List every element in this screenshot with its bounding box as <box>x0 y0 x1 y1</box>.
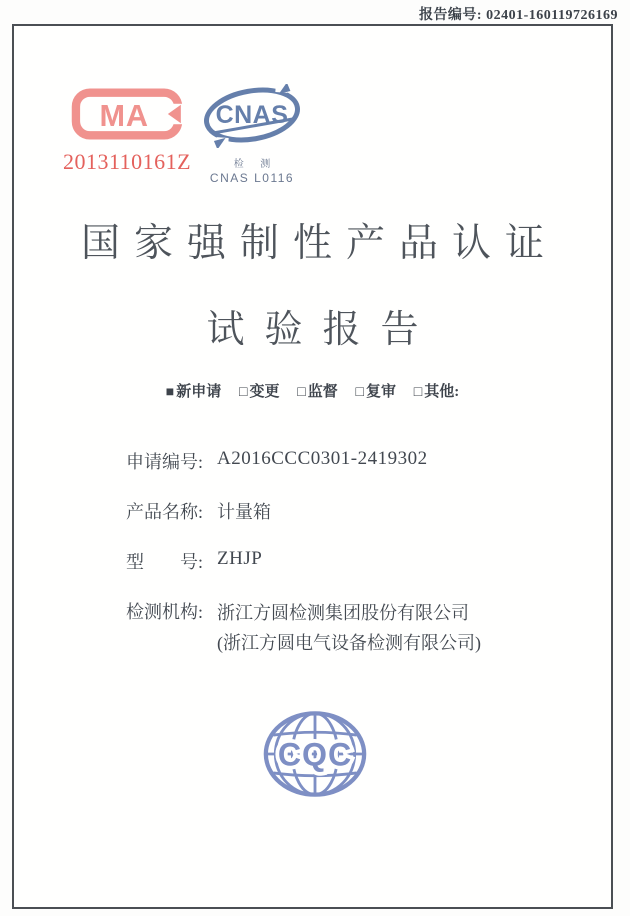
test-org-line1: 浙江方圆检测集团股份有限公司 <box>217 603 470 623</box>
report-fields <box>126 448 581 658</box>
option-label: 变更 <box>249 384 280 400</box>
field-application-number <box>126 448 581 498</box>
field-value <box>217 598 481 658</box>
cma-certificate-number: 2013110161Z <box>62 149 192 174</box>
cma-logo-text: MA <box>99 99 149 134</box>
field-test-organization <box>126 598 581 658</box>
field-model <box>126 548 581 598</box>
cma-mark <box>62 88 192 175</box>
field-label: 产品名称: <box>126 502 204 522</box>
application-type-options <box>14 380 611 401</box>
option-label: 新申请 <box>176 384 222 400</box>
option-change <box>239 384 279 400</box>
cnas-lab-code: CNAS L0116 <box>209 171 295 185</box>
checkbox-empty-icon: □ <box>239 385 248 400</box>
cnas-logo-text: CNAS <box>215 101 289 129</box>
option-supervision <box>297 384 337 400</box>
cqc-globe-icon <box>263 708 367 800</box>
field-product-name <box>126 498 581 548</box>
checkbox-empty-icon: □ <box>297 385 306 400</box>
page-border-frame <box>12 24 613 909</box>
checkbox-empty-icon: □ <box>413 385 423 400</box>
report-number-value: 02401-160119726169 <box>486 8 618 23</box>
option-label: 复审 <box>365 384 396 400</box>
field-value: 计量箱 <box>217 502 272 522</box>
option-new-application <box>166 384 221 400</box>
field-label: 申请编号: <box>126 452 204 472</box>
cnas-logo-icon <box>202 84 302 148</box>
test-org-line2: (浙江方圆电气设备检测有限公司) <box>217 633 482 653</box>
page-subtitle: 试验报告 <box>206 309 439 351</box>
field-value: ZHJP <box>217 548 263 569</box>
cma-logo-icon <box>71 88 183 140</box>
cnas-mark <box>200 84 304 185</box>
field-label: 型 号: <box>126 552 204 572</box>
report-number-label: 报告编号: <box>418 8 483 23</box>
page-title: 国家强制性产品认证 <box>80 222 558 265</box>
cnas-caption: 检 测 <box>233 159 278 170</box>
checkbox-empty-icon: □ <box>355 385 364 400</box>
option-label: 监督 <box>307 384 338 400</box>
report-number <box>419 4 618 24</box>
cqc-logo-text: CQC <box>277 736 353 773</box>
field-label: 检测机构: <box>126 602 204 622</box>
field-value: A2016CCC0301-2419302 <box>217 448 428 469</box>
checkbox-checked-icon: ■ <box>165 385 175 400</box>
option-label: 其他: <box>424 384 460 400</box>
option-review <box>356 384 396 400</box>
cqc-mark <box>263 708 367 800</box>
option-other <box>414 384 459 400</box>
